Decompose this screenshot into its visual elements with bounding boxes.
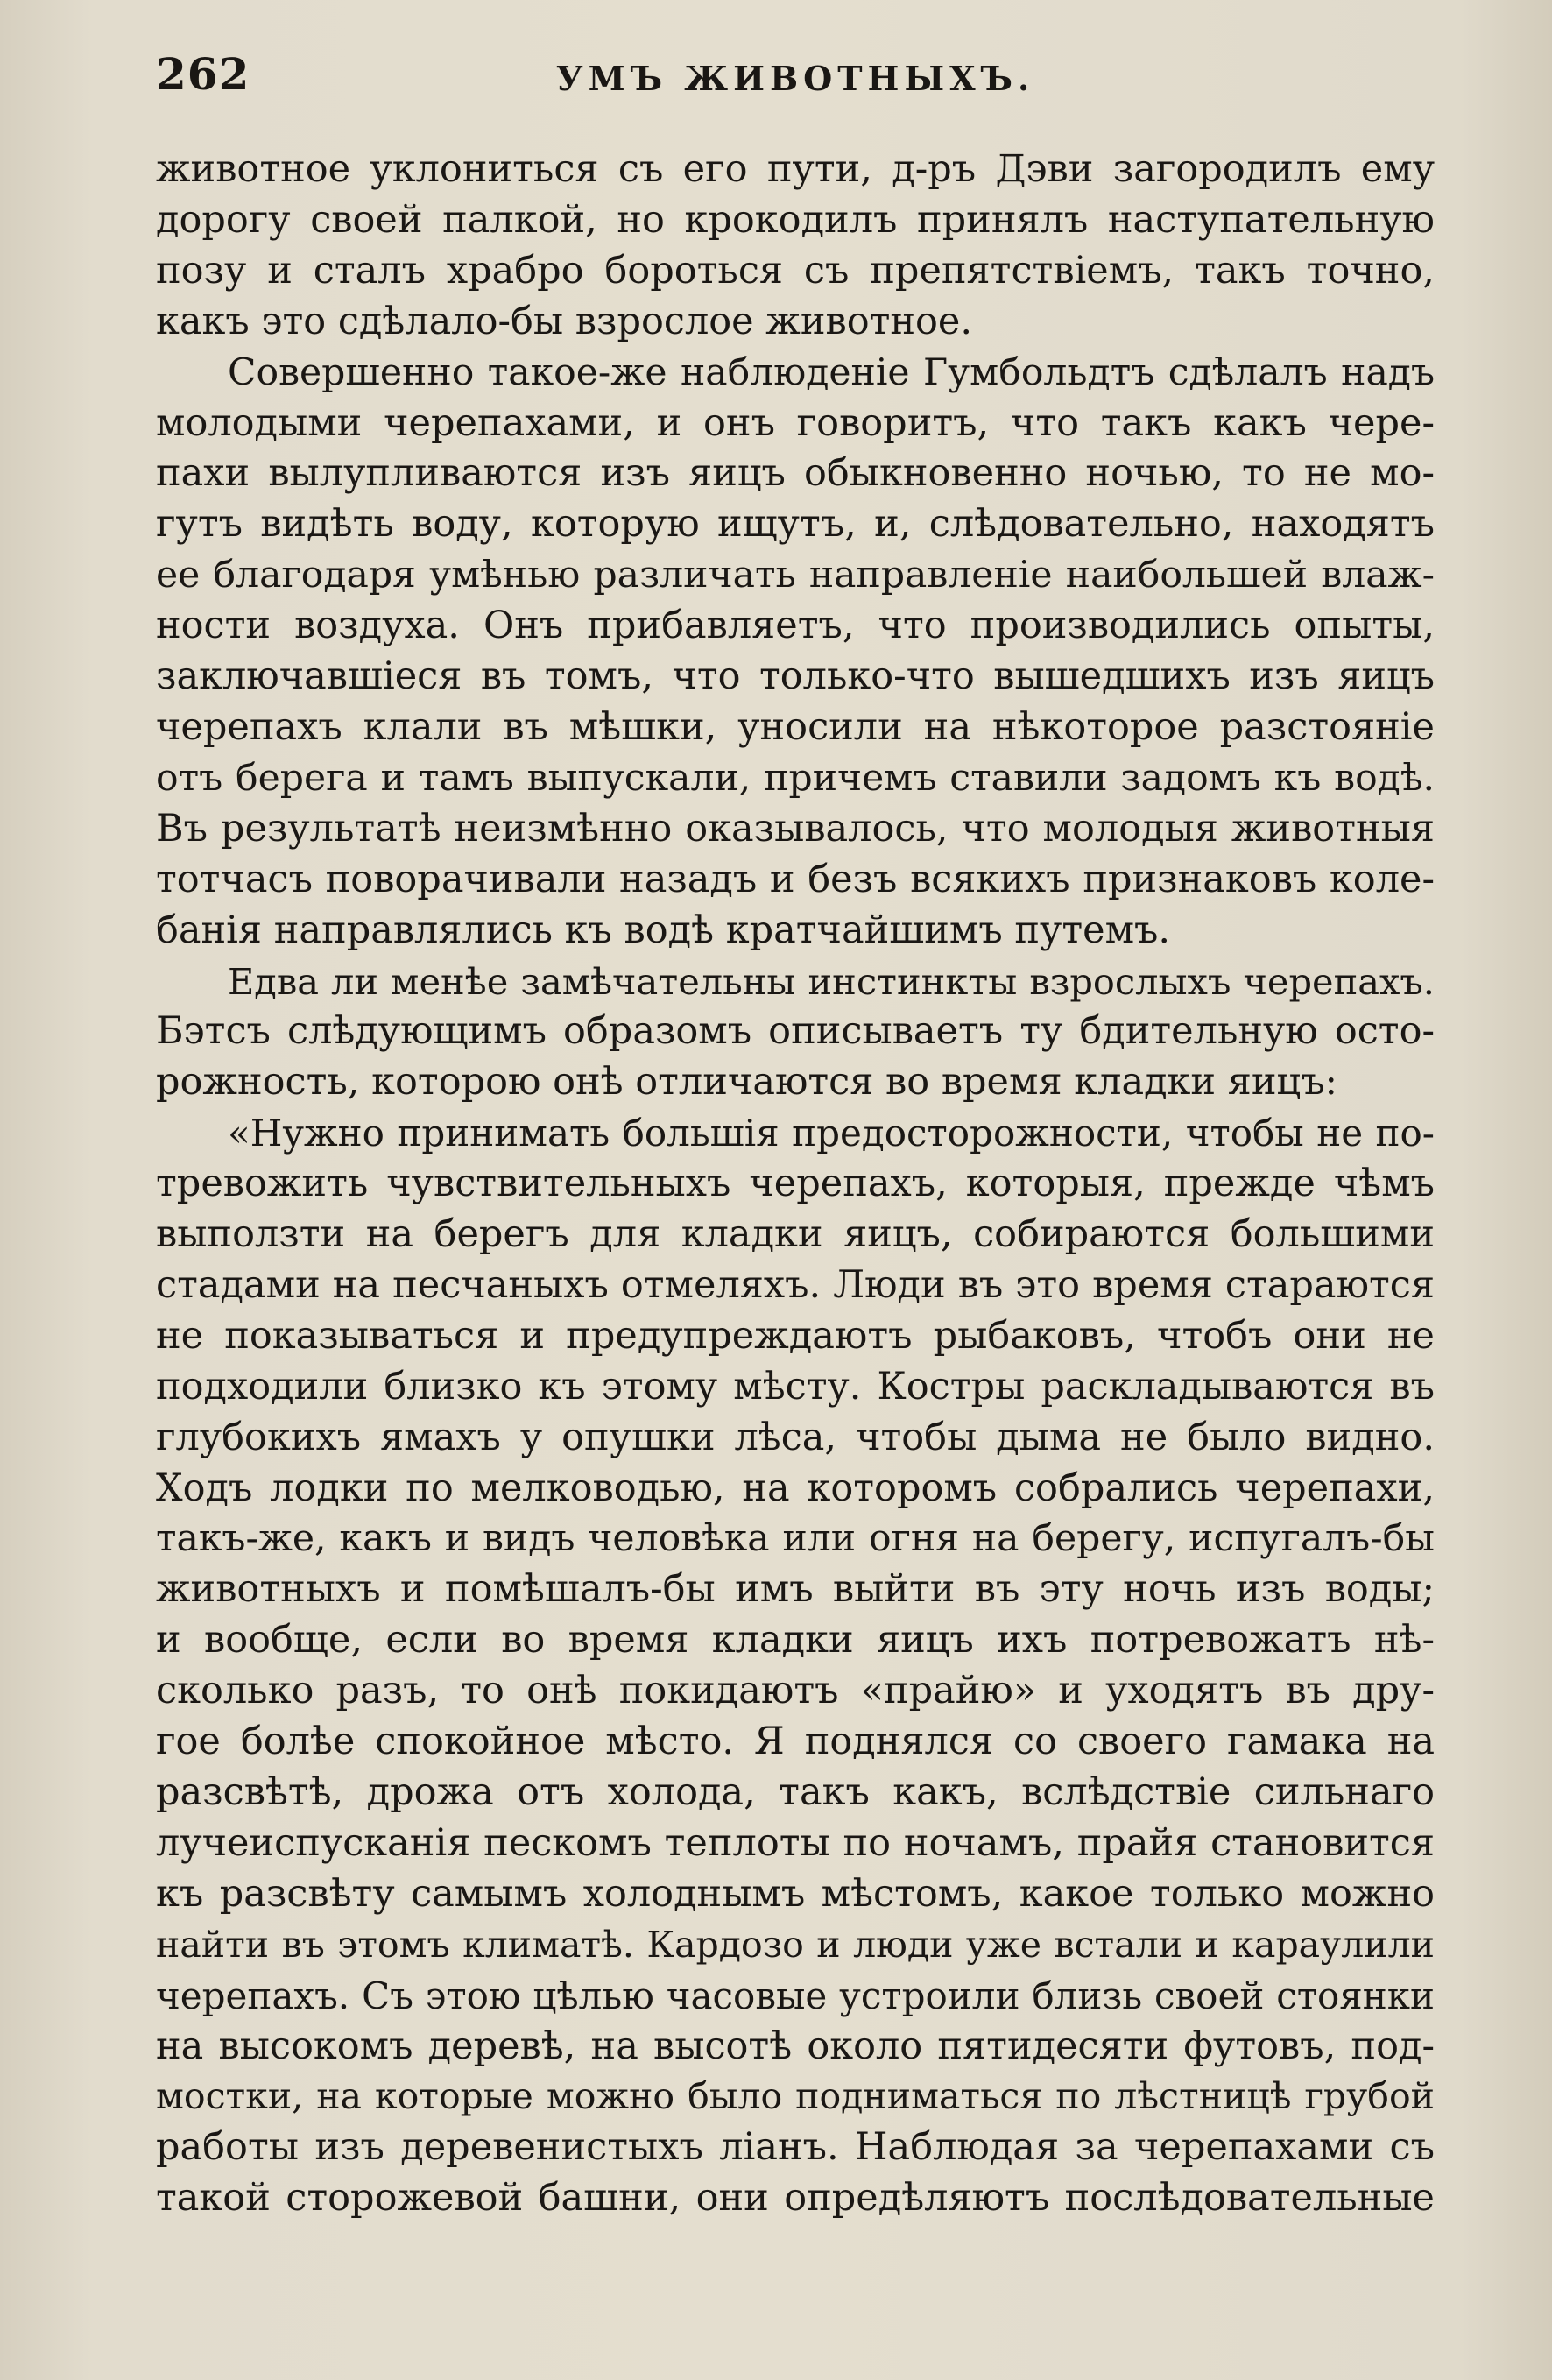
text-line: позу и сталъ храбро бороться съ препятствіемъ, такъ точно,: [156, 248, 1435, 293]
text-line: гое болѣе спокойное мѣсто. Я поднялся со своего гамака на: [156, 1720, 1435, 1764]
text-line: какъ это сдѣлало-бы взрослое животное.: [156, 299, 973, 343]
text-line: такой сторожевой башни, они опредѣляютъ послѣдовательные: [156, 2176, 1435, 2221]
text-line: черепахъ. Съ этою цѣлью часовые устроили близь своей стоянки: [156, 1974, 1435, 2017]
text-line: дорогу своей палкой, но крокодилъ принялъ наступательную: [156, 197, 1435, 242]
text-line: пахи вылупливаются изъ яицъ обыкновенно ночью, то не мо-: [156, 451, 1435, 496]
text-line: Въ результатѣ неизмѣнно оказывалось, что молодыя животныя: [156, 806, 1435, 851]
text-line: животныхъ и помѣшалъ-бы имъ выйти въ эту ночь изъ воды;: [156, 1567, 1435, 1612]
text-line: къ разсвѣту самымъ холоднымъ мѣстомъ, какое только можно: [156, 1871, 1435, 1916]
text-line: сколько разъ, то онѣ покидаютъ «прайю» и уходятъ въ дру-: [156, 1669, 1435, 1713]
text-line: лучеиспусканія пескомъ теплоты по ночамъ, прайя становится: [156, 1820, 1435, 1865]
text-line: отъ берега и тамъ выпускали, причемъ ставили задомъ къ водѣ.: [156, 756, 1435, 800]
text-line: работы изъ деревенистыхъ ліанъ. Наблюдая за черепахами съ: [156, 2125, 1435, 2170]
text-line: такъ-же, какъ и видъ человѣка или огня на берегу, испугалъ-бы: [156, 1517, 1435, 1561]
text-line: молодыми черепахами, и онъ говоритъ, что такъ какъ чере-: [156, 400, 1435, 445]
text-line: не показываться и предупреждаютъ рыбаковъ, чтобъ они не: [156, 1313, 1435, 1358]
text-line: ности воздуха. Онъ прибавляетъ, что производились опыты,: [156, 604, 1435, 648]
text-line: черепахъ клали въ мѣшки, уносили на нѣкоторое разстояніе: [156, 704, 1435, 749]
text-line: тревожить чувствительныхъ черепахъ, которыя, прежде чѣмъ: [156, 1162, 1435, 1206]
page-header: [156, 48, 1435, 101]
text-line: мостки, на которые можно было подниматься по лѣстницѣ грубой: [156, 2075, 1435, 2118]
text-line: тотчасъ поворачивали назадъ и безъ всякихъ признаковъ коле-: [156, 857, 1435, 901]
running-title: УМЪ ЖИВОТНЫХЪ.: [555, 59, 1035, 98]
text-line: ее благодаря умѣнью различать направленіе наибольшей влаж-: [156, 554, 1435, 597]
text-line: Ходъ лодки по мелководью, на которомъ собрались черепахи,: [156, 1465, 1435, 1510]
text-line: гутъ видѣть воду, которую ищутъ, и, слѣдовательно, находятъ: [156, 502, 1435, 547]
text-line: найти въ этомъ климатѣ. Кардозо и люди уже встали и караулили: [156, 1923, 1435, 1966]
page-body: [156, 145, 1435, 2224]
text-line: разсвѣтѣ, дрожа отъ холода, такъ какъ, вслѣдствіе сильнаго: [156, 1770, 1435, 1814]
text-line: банія направлялись къ водѣ кратчайшимъ путемъ.: [156, 908, 1171, 952]
text-line: на высокомъ деревѣ, на высотѣ около пятидесяти футовъ, под-: [156, 2023, 1435, 2068]
text-line: выползти на берегъ для кладки яицъ, собираются большими: [156, 1212, 1435, 1257]
text-line: Совершенно такое-же наблюденіе Гумбольдтъ сдѣлалъ надъ: [228, 350, 1435, 394]
text-line: Едва ли менѣе замѣчательны инстинкты взрослыхъ черепахъ.: [228, 959, 1435, 1003]
text-line: подходили близко къ этому мѣсту. Костры раскладываются въ: [156, 1364, 1435, 1409]
text-line: «Нужно принимать большія предосторожности, чтобы не по-: [228, 1112, 1435, 1155]
text-line: стадами на песчаныхъ отмеляхъ. Люди въ это время стараются: [156, 1262, 1435, 1307]
text-line: глубокихъ ямахъ у опушки лѣса, чтобы дыма не было видно.: [156, 1415, 1435, 1459]
text-line: животное уклониться съ его пути, д-ръ Дэви загородилъ ему: [156, 147, 1435, 191]
text-line: и вообще, если во время кладки яицъ ихъ потревожатъ нѣ-: [156, 1618, 1435, 1663]
text-line: Бэтсъ слѣдующимъ образомъ описываетъ ту бдительную осто-: [156, 1009, 1435, 1054]
text-line: заключавшіеся въ томъ, что только-что вышедшихъ изъ яицъ: [156, 654, 1435, 699]
text-line: рожность, которою онѣ отличаются во время кладки яицъ:: [156, 1060, 1338, 1105]
page-number: 262: [156, 48, 250, 100]
